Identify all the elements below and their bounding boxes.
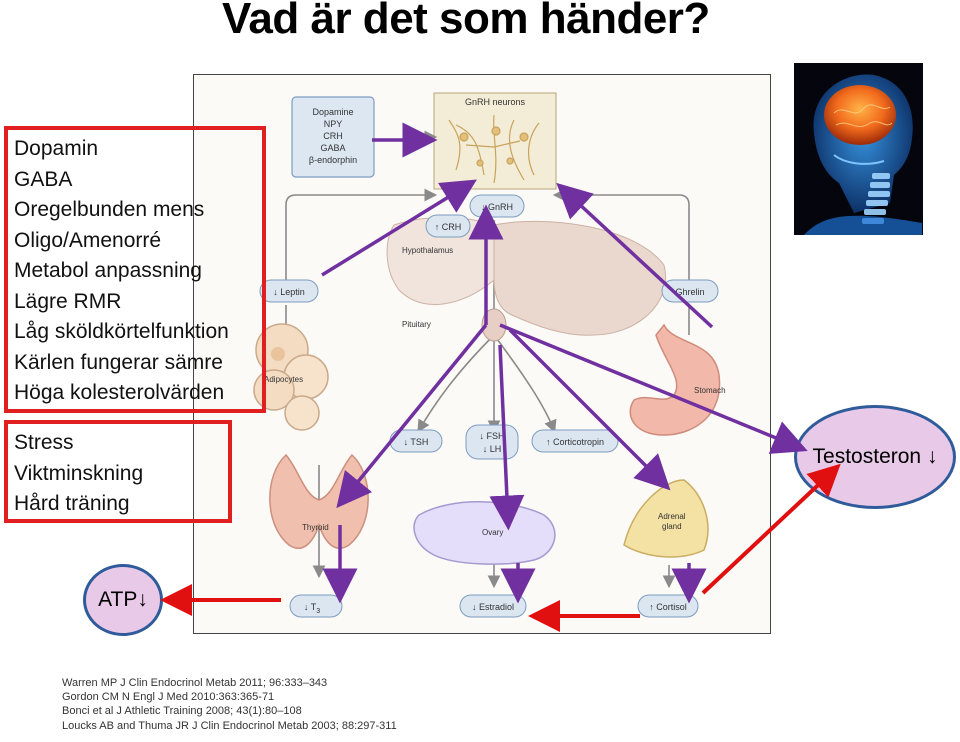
cortisol-label: ↑ Cortisol (649, 602, 687, 612)
reference-item: Loucks AB and Thuma JR J Clin Endocrinol Metab 2003; 88:297-311 (62, 719, 397, 732)
symptom-item: Oregelbunden mens (14, 198, 205, 221)
symptom-item: Oligo/Amenorré (14, 228, 162, 252)
testosteron-callout: Testosteron ↓ (794, 405, 956, 509)
brain-illustration (794, 63, 923, 235)
thyroid-label: Thyroid (302, 523, 329, 532)
neuro-item-5: β-endorphin (308, 155, 358, 165)
atp-callout: ATP↓ (83, 564, 163, 636)
symptom-item: Lägre RMR (14, 289, 122, 313)
references (62, 676, 482, 733)
cause-item: Viktminskning (14, 461, 144, 485)
neuro-item-1: Dopamine (312, 107, 354, 117)
ovary-label: Ovary (482, 528, 504, 537)
hypothalamus-tissue (494, 221, 666, 335)
stomach-label: Stomach (694, 386, 726, 395)
corticotropin-label: ↑ Corticotropin (545, 437, 605, 447)
neuro-item-2: NPY (323, 119, 343, 129)
brain-illustration-art (794, 63, 923, 235)
cause-item: Hård träning (14, 492, 130, 515)
neuro-item-3: CRH (323, 131, 343, 141)
t3-label: ↓ $T_3$ (303, 602, 321, 615)
adrenal-label: Adrenal (658, 512, 686, 521)
endocrine-diagram (193, 74, 771, 634)
symptom-item: Dopamin (14, 137, 99, 160)
pituitary-gland (482, 309, 506, 341)
cause-list (14, 428, 143, 520)
symptom-item: Kärlen fungerar sämre (14, 350, 223, 374)
endocrine-diagram-art (194, 75, 772, 635)
reference-item: Warren MP J Clin Endocrinol Metab 2011; 96:333–343 (62, 677, 328, 689)
crh-label: ↑ CRH (434, 222, 462, 232)
fsh-label: ↓ FSH (479, 431, 505, 441)
neuro-item-4: GABA (320, 143, 346, 153)
slide-title: Vad är det som händer? (222, 0, 710, 43)
hypothalamus-label: Hypothalamus (402, 246, 454, 255)
gnrh-neurons-label: GnRH neurons (464, 97, 526, 107)
lh-label: ↓ LH (482, 444, 502, 454)
stomach-organ (630, 325, 719, 435)
ghrelin-label: Ghrelin (675, 287, 705, 297)
adipocytes-label: Adipocytes (264, 375, 304, 384)
symptom-item: Metabol anpassning (14, 259, 202, 282)
reference-item: Bonci et al J Athletic Training 2008; 43(1):80–108 (62, 705, 302, 718)
pituitary-label: Pituitary (402, 320, 431, 329)
reference-item: Gordon CM N Engl J Med 2010:363:365-71 (62, 691, 275, 704)
symptom-item: Höga kolesterolvärden (14, 381, 225, 404)
symptom-item: GABA (14, 167, 73, 191)
cause-item: Stress (14, 431, 74, 454)
leptin-label: ↓ Leptin (273, 287, 305, 297)
gnrh-label: ↓ GnRH (480, 202, 514, 212)
estradiol-label: ↓ Estradiol (471, 602, 515, 612)
adrenal-label-2: gland (662, 522, 682, 531)
symptom-list (14, 134, 229, 409)
symptom-item: Låg sköldkörtelfunktion (14, 320, 229, 343)
tsh-label: ↓ TSH (403, 437, 429, 447)
